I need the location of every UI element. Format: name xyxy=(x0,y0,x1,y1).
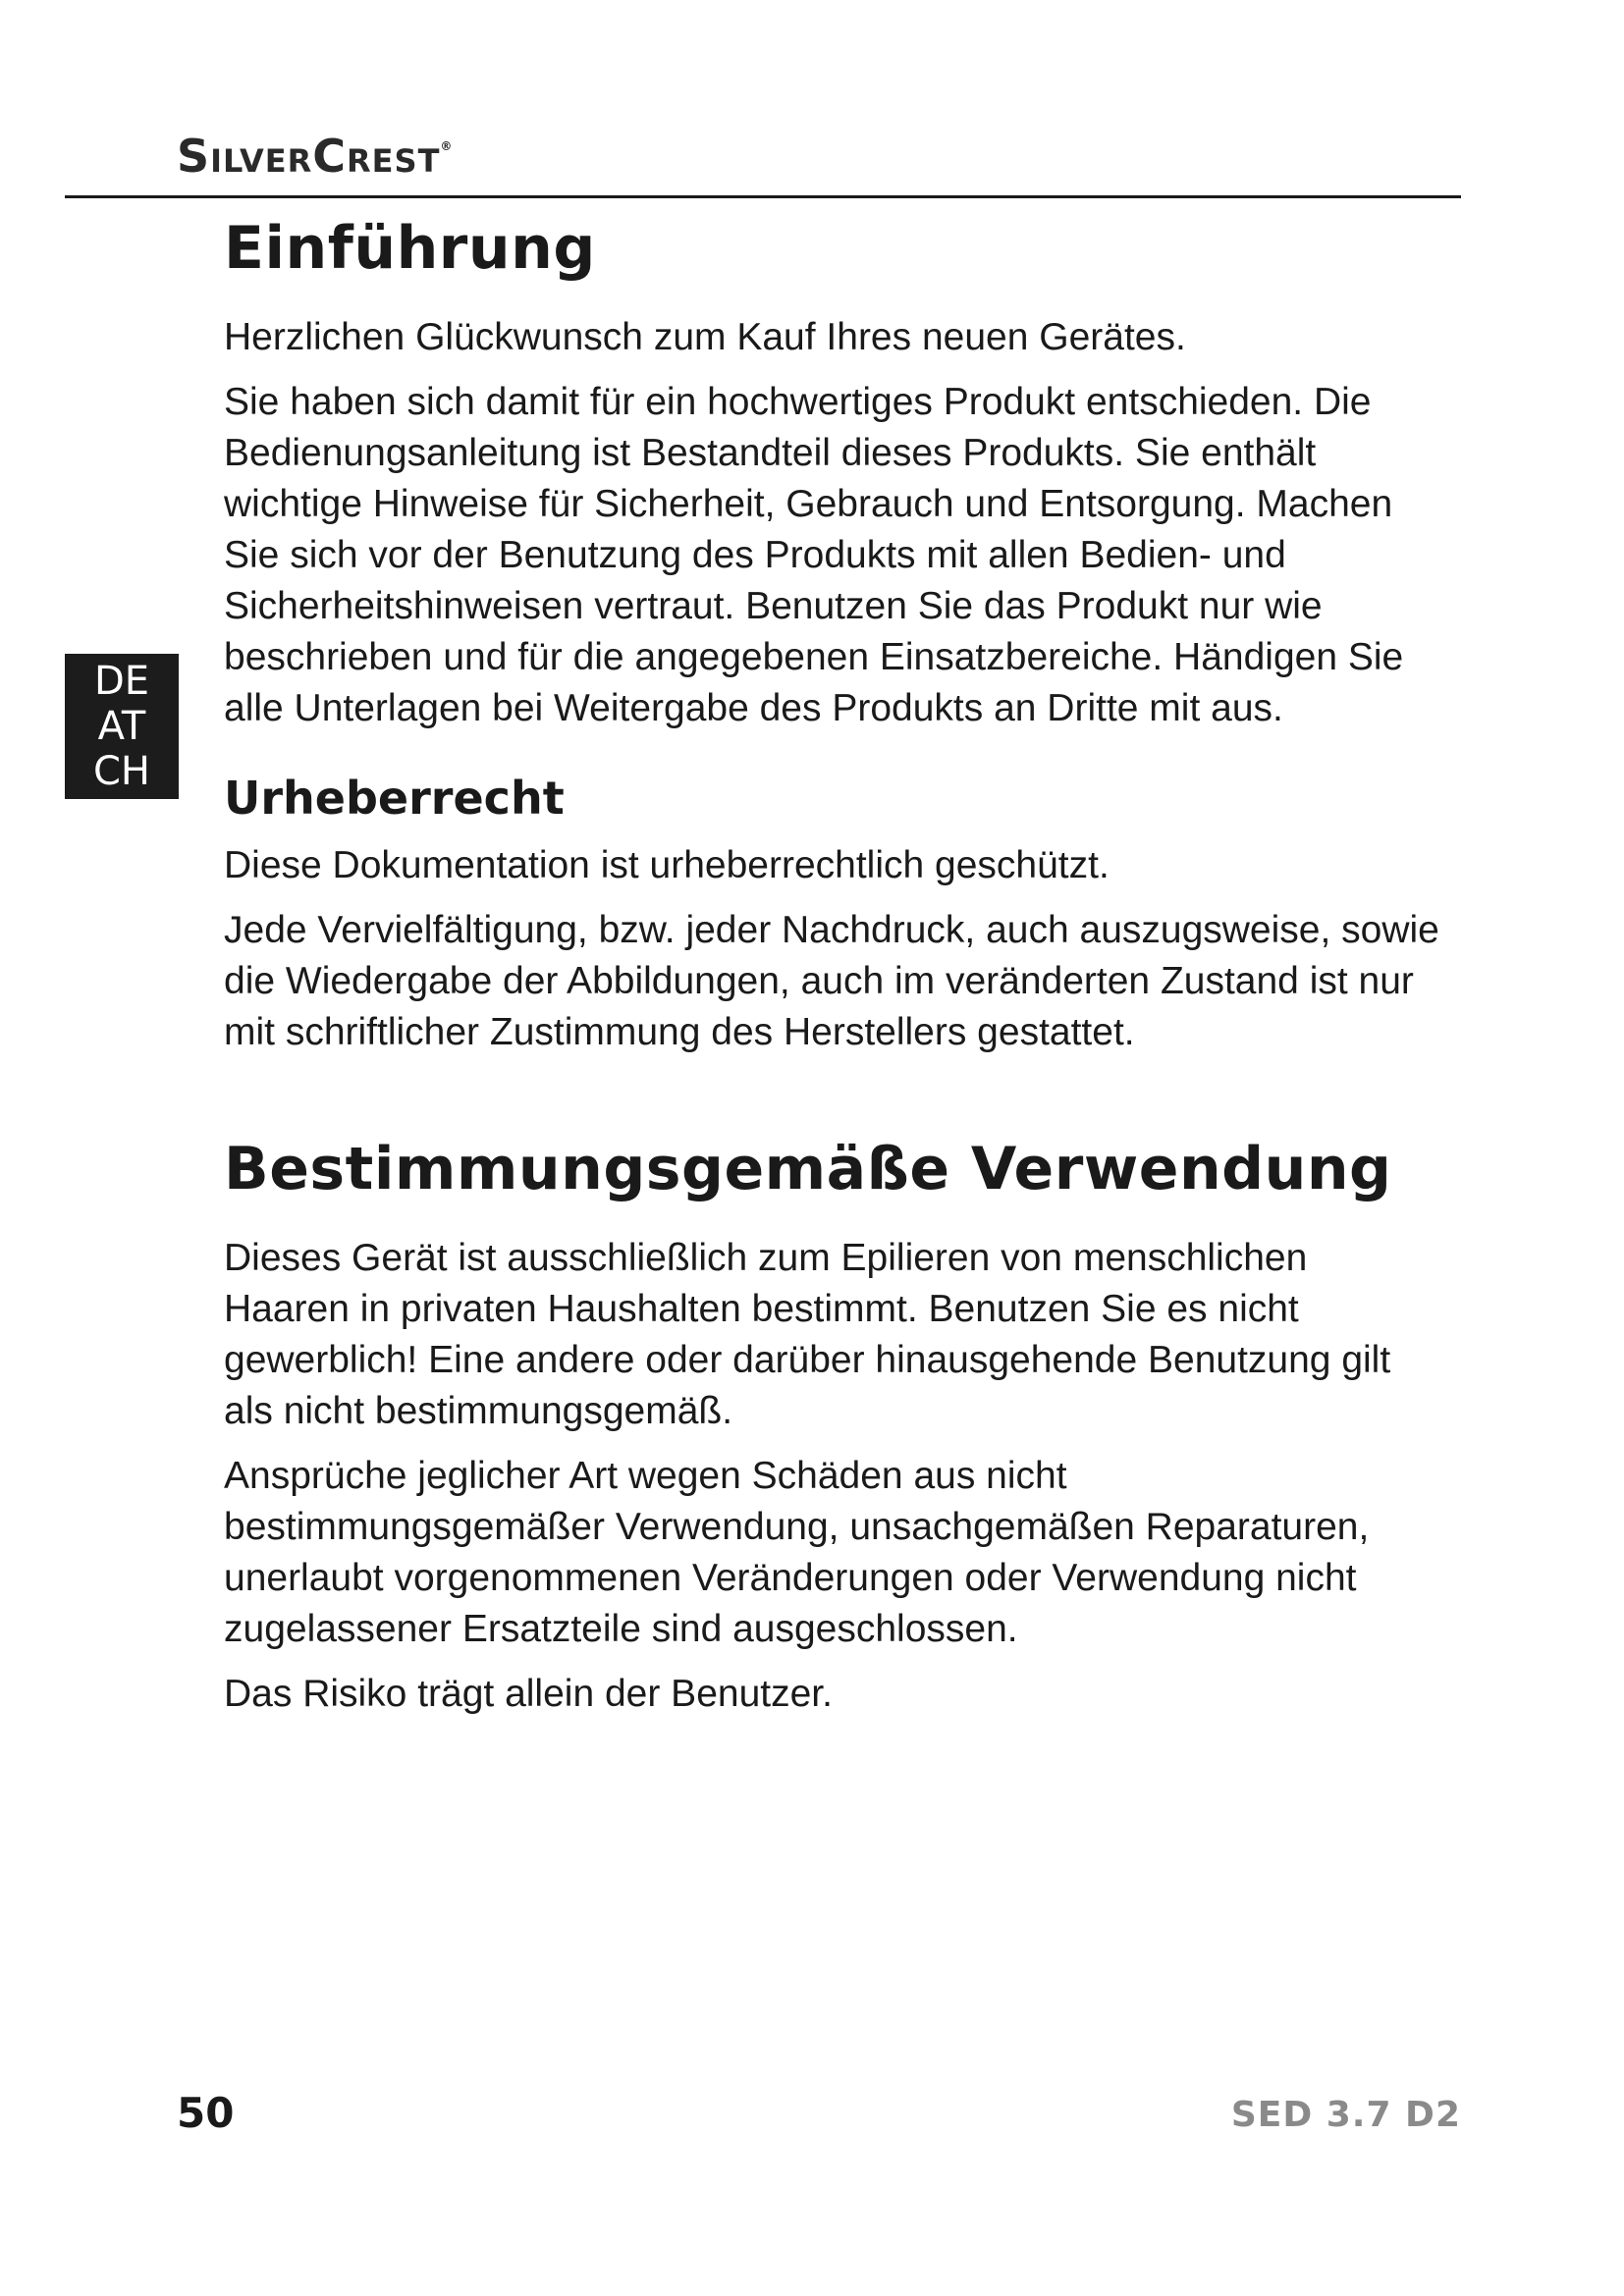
copyright-paragraph-2: Jede Vervielfältigung, bzw. jeder Nachdruck, auch auszugsweise, sowie die Wiedergabe der Abbildungen, auch im veränderten Zustand ist nur mit schriftlicher Zustimmung des Herstellers gestattet. xyxy=(224,909,1439,1053)
brand-name: SilverCrest xyxy=(177,130,441,183)
lang-at: AT xyxy=(97,704,146,749)
copyright-paragraph-1: Diese Dokumentation ist urheberrechtlich geschützt. xyxy=(224,844,1110,886)
header-divider xyxy=(65,195,1461,198)
intended-use-paragraph-2: Ansprüche jeglicher Art wegen Schäden aus nicht bestimmungsgemäßer Verwendung, unsachgemäßen Reparaturen, unerlaubt vorgenommenen Veränderungen oder Verwendung nicht zugelassener Ersatzteile sind ausgeschlossen. xyxy=(224,1455,1370,1650)
lang-ch: CH xyxy=(92,749,150,794)
brand-logo xyxy=(177,130,453,183)
intended-use-paragraph-1: Dieses Gerät ist ausschließlich zum Epilieren von menschlichen Haaren in privaten Haushalten bestimmt. Benutzen Sie es nicht gewerblich! Eine andere oder darüber hinausgehende Benutzung gilt als nicht bestimmungsgemäß. xyxy=(224,1237,1391,1432)
page-content xyxy=(224,206,1441,1734)
registered-mark: ® xyxy=(440,139,454,153)
language-tab xyxy=(65,654,179,799)
intro-heading: Einführung xyxy=(224,214,596,283)
intro-paragraph-2: Sie haben sich damit für ein hochwertiges Produkt entschieden. Die Bedienungsanleitung ist Bestandteil dieses Produkts. Sie enthält wichtige Hinweise für Sicherheit, Gebrauch und Entsorgung. Machen Sie sich vor der Benutzung des Produkts mit allen Bedien- und Sicherheitshinweisen vertraut. Benutzen Sie das Produkt nur wie beschrieben und für die angegebenen Einsatzbereiche. Händigen Sie alle Unterlagen bei Weitergabe des Produkts an Dritte mit aus. xyxy=(224,381,1404,729)
copyright-heading: Urheberrecht xyxy=(224,772,565,825)
intended-use-heading: Bestimmungsgemäße Verwendung xyxy=(224,1135,1392,1203)
intended-use-paragraph-3: Das Risiko trägt allein der Benutzer. xyxy=(224,1673,833,1715)
model-number: SED 3.7 D2 xyxy=(1230,2095,1461,2135)
lang-de: DE xyxy=(93,659,150,704)
page-number: 50 xyxy=(177,2089,235,2137)
intro-paragraph-1: Herzlichen Glückwunsch zum Kauf Ihres neuen Gerätes. xyxy=(224,316,1186,358)
